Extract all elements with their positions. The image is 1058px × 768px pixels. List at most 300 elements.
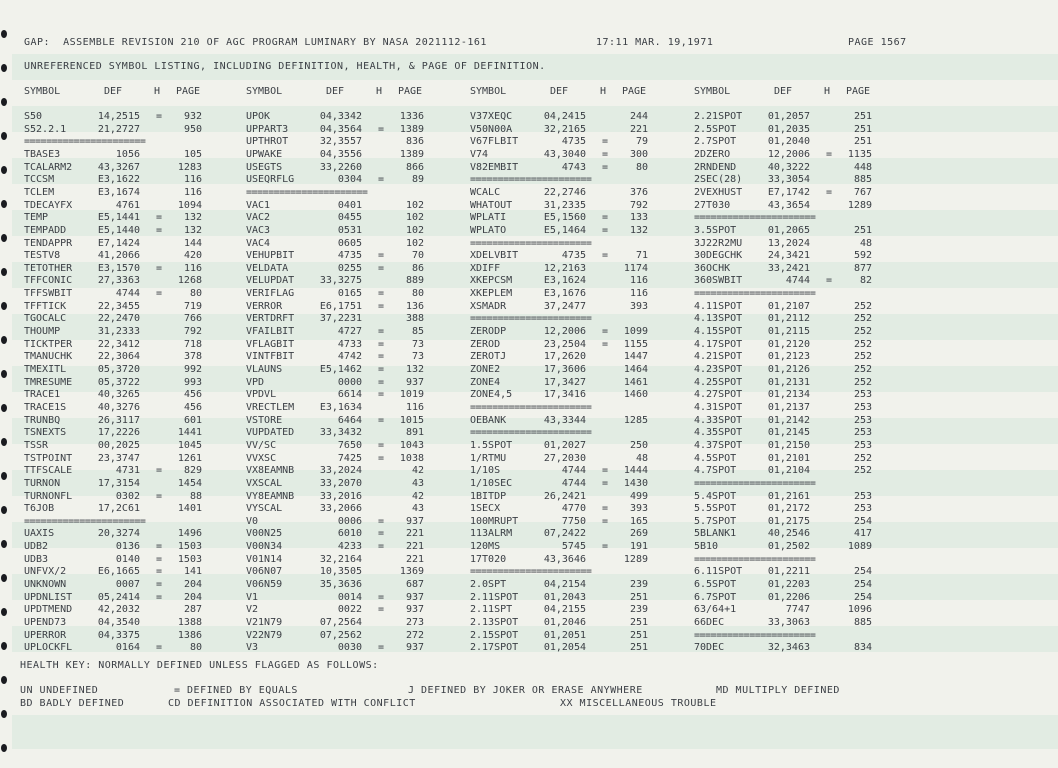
symbol-definition: 01,2035 xyxy=(767,123,810,135)
symbol-name: VXSCAL xyxy=(246,477,283,489)
symbol-name: UPPART3 xyxy=(246,123,289,135)
symbol-name: VFAILBIT xyxy=(246,326,295,338)
feed-hole xyxy=(1,64,7,72)
symbol-name: VERIFLAG xyxy=(246,288,295,300)
symbol-health: = xyxy=(156,224,163,236)
symbol-page: 792 xyxy=(629,199,648,211)
symbol-definition: 7750 xyxy=(561,515,586,527)
symbol-name: VAC3 xyxy=(246,224,271,236)
symbol-name: TEMPADD xyxy=(24,224,67,236)
symbol-page: 1441 xyxy=(177,427,202,439)
symbol-definition: 01,2065 xyxy=(767,224,810,236)
symbol-name: VFLAGBIT xyxy=(246,338,295,350)
symbol-page: 251 xyxy=(629,642,648,654)
symbol-name: VUPDATED xyxy=(246,427,295,439)
symbol-definition: 41,2066 xyxy=(97,250,140,262)
symbol-health: = xyxy=(602,326,609,338)
symbol-page: 251 xyxy=(629,591,648,603)
column-header-def: DEF xyxy=(550,86,569,97)
symbol-definition: 1056 xyxy=(115,148,140,160)
symbol-page: 1155 xyxy=(623,338,648,350)
symbol-name: 1.5SPOT xyxy=(470,439,513,451)
symbol-definition: 0255 xyxy=(337,262,362,274)
feed-hole xyxy=(1,370,7,378)
symbol-page: 388 xyxy=(405,313,424,325)
symbol-name: VELUPDAT xyxy=(246,275,295,287)
symbol-page: 48 xyxy=(859,237,872,249)
column-header-symbol: SYMBOL xyxy=(694,86,731,97)
feed-hole xyxy=(1,710,7,718)
symbol-page: 221 xyxy=(629,123,648,135)
symbol-page: 1460 xyxy=(623,389,648,401)
symbol-name: TSNEXTS xyxy=(24,427,67,439)
symbol-definition: 32,3463 xyxy=(767,642,810,654)
symbol-page: 116 xyxy=(629,288,648,300)
symbol-definition: 35,3636 xyxy=(319,579,362,591)
column-header-h: H xyxy=(154,86,161,97)
symbol-definition: 0302 xyxy=(115,490,140,502)
symbol-name: 2.15SPOT xyxy=(470,629,519,641)
column-header-h: H xyxy=(824,86,831,97)
symbol-name: UPEND73 xyxy=(24,617,67,628)
symbol-page: 300 xyxy=(629,148,648,160)
symbol-page: 251 xyxy=(629,617,648,628)
symbol-definition: 00,2025 xyxy=(97,439,140,451)
symbol-definition: 01,2145 xyxy=(767,427,810,439)
symbol-definition: 0531 xyxy=(337,224,362,236)
symbol-definition: 01,2051 xyxy=(543,629,586,641)
symbol-page: 269 xyxy=(629,528,648,540)
symbol-definition: 33,3275 xyxy=(319,275,362,287)
symbol-definition: 17,3606 xyxy=(543,364,586,375)
symbol-definition: 31,2333 xyxy=(97,326,140,338)
symbol-name: TMRESUME xyxy=(24,376,73,388)
symbol-definition: 0000 xyxy=(337,376,362,388)
symbol-name: UPTHROT xyxy=(246,136,289,148)
symbol-definition: 4761 xyxy=(115,199,140,211)
symbol-definition: 04,3540 xyxy=(97,617,140,628)
column-header-page: PAGE xyxy=(846,86,871,97)
symbol-definition: 4727 xyxy=(337,326,362,338)
symbol-name: TSTPOINT xyxy=(24,452,73,464)
symbol-page: 417 xyxy=(853,528,872,540)
symbol-name: UPLOCKFL xyxy=(24,642,73,654)
symbol-name: 1SECX xyxy=(470,503,501,515)
symbol-health: = xyxy=(602,515,609,527)
symbol-definition: 22,3064 xyxy=(97,351,140,363)
symbol-name: 4.31SPOT xyxy=(694,401,743,413)
health-key-title: HEALTH KEY: NORMALLY DEFINED UNLESS FLAGGED AS FOLLOWS: xyxy=(20,660,379,671)
symbol-page: 885 xyxy=(853,617,872,628)
symbol-page: 204 xyxy=(183,579,202,591)
symbol-page: 272 xyxy=(405,629,424,641)
symbol-page: 43 xyxy=(411,477,424,489)
column-header-symbol: SYMBOL xyxy=(246,86,283,97)
symbol-page: 42 xyxy=(411,490,424,502)
symbol-page: 79 xyxy=(635,136,648,148)
symbol-page: 250 xyxy=(629,439,648,451)
symbol-name: V67FLBIT xyxy=(470,136,519,148)
symbol-name: 5.5SPOT xyxy=(694,503,737,515)
symbol-name: V00N25 xyxy=(246,528,283,540)
symbol-definition: E6,1751 xyxy=(319,300,362,312)
symbol-definition: 01,2206 xyxy=(767,591,810,603)
symbol-name: WHATOUT xyxy=(470,199,513,211)
symbol-page: 420 xyxy=(183,250,202,262)
health-key-xx: XX MISCELLANEOUS TROUBLE xyxy=(560,698,717,709)
symbol-name: 2DZERO xyxy=(694,148,731,160)
symbol-page: 43 xyxy=(411,503,424,515)
column-header-def: DEF xyxy=(104,86,123,97)
symbol-definition: 32,2165 xyxy=(543,123,586,135)
symbol-name: 1/RTMU xyxy=(470,452,507,464)
symbol-name: XKEPCSM xyxy=(470,275,513,287)
symbol-definition: 37,2231 xyxy=(319,313,362,325)
symbol-name: XSMADR xyxy=(470,300,507,312)
symbol-page: 80 xyxy=(411,288,424,300)
symbol-name: TCALARM2 xyxy=(24,161,73,173)
symbol-page: 992 xyxy=(183,364,202,375)
symbol-health: = xyxy=(378,123,385,135)
health-key-bd: BD BADLY DEFINED xyxy=(20,698,125,709)
symbol-definition: 04,3342 xyxy=(319,111,362,122)
symbol-page: 1038 xyxy=(399,452,424,464)
greenbar-band xyxy=(12,715,1058,749)
symbol-name: V06N07 xyxy=(246,566,283,578)
symbol-name: TFFTICK xyxy=(24,300,67,312)
symbol-page: 132 xyxy=(405,364,424,375)
symbol-name: 4.5SPOT xyxy=(694,452,737,464)
symbol-definition: 12,2006 xyxy=(543,326,586,338)
symbol-page: 1386 xyxy=(177,629,202,641)
symbol-definition: 13,2024 xyxy=(767,237,810,249)
symbol-page: 116 xyxy=(405,401,424,413)
symbol-definition: 32,2164 xyxy=(319,553,362,565)
symbol-page: 144 xyxy=(183,237,202,249)
symbol-name: 4.27SPOT xyxy=(694,389,743,401)
symbol-page: 937 xyxy=(405,376,424,388)
column-header-h: H xyxy=(600,86,607,97)
symbol-page: 1430 xyxy=(623,477,648,489)
symbol-health: = xyxy=(378,541,385,553)
symbol-name: UDB3 xyxy=(24,553,49,565)
symbol-page: 719 xyxy=(183,300,202,312)
symbol-page: 132 xyxy=(629,224,648,236)
symbol-name: 100MRUPT xyxy=(470,515,519,527)
symbol-name: 30DEGCHK xyxy=(694,250,743,262)
symbol-health: = xyxy=(602,541,609,553)
symbol-health: = xyxy=(378,300,385,312)
symbol-page: 252 xyxy=(853,351,872,363)
symbol-page: 116 xyxy=(629,275,648,287)
symbol-name: 2RNDEND xyxy=(694,161,737,173)
group-separator: ====================== xyxy=(470,313,592,325)
symbol-page: 252 xyxy=(853,326,872,338)
symbol-page: 132 xyxy=(183,224,202,236)
symbol-name: 2.11SPT xyxy=(470,604,513,616)
symbol-name: V01N14 xyxy=(246,553,283,565)
symbol-health: = xyxy=(378,364,385,375)
symbol-health: = xyxy=(378,262,385,274)
symbol-definition: 33,3054 xyxy=(767,174,810,186)
symbol-definition: 40,3276 xyxy=(97,401,140,413)
symbol-name: 5BLANK1 xyxy=(694,528,737,540)
symbol-name: 3.5SPOT xyxy=(694,224,737,236)
symbol-definition: 04,2415 xyxy=(543,111,586,122)
symbol-page: 499 xyxy=(629,490,648,502)
symbol-definition: 01,2101 xyxy=(767,452,810,464)
symbol-name: VAC2 xyxy=(246,212,271,224)
column-header-page: PAGE xyxy=(398,86,423,97)
symbol-health: = xyxy=(378,174,385,186)
symbol-definition: E7,1742 xyxy=(767,186,810,198)
symbol-definition: 17,3416 xyxy=(543,389,586,401)
symbol-page: 836 xyxy=(405,136,424,148)
symbol-definition: 37,2477 xyxy=(543,300,586,312)
health-key-joker: J DEFINED BY JOKER OR ERASE ANYWHERE xyxy=(408,685,643,696)
symbol-page: 1289 xyxy=(623,553,648,565)
symbol-page: 102 xyxy=(405,212,424,224)
symbol-definition: E5,1441 xyxy=(97,212,140,224)
symbol-definition: 0164 xyxy=(115,642,140,654)
symbol-page: 393 xyxy=(629,300,648,312)
symbol-name: UPDTMEND xyxy=(24,604,73,616)
symbol-name: 2SEC(28) xyxy=(694,174,743,186)
header-title: GAP: ASSEMBLE REVISION 210 OF AGC PROGRAM LUMINARY BY NASA 2021112-161 xyxy=(24,37,487,48)
symbol-page: 1094 xyxy=(177,199,202,211)
symbol-definition: 04,3564 xyxy=(319,123,362,135)
symbol-definition: 23,2504 xyxy=(543,338,586,350)
symbol-health: = xyxy=(602,503,609,515)
symbol-name: VAC1 xyxy=(246,199,271,211)
symbol-health: = xyxy=(602,250,609,262)
symbol-page: 937 xyxy=(405,604,424,616)
symbol-definition: 12,2006 xyxy=(767,148,810,160)
symbol-name: TRACE1 xyxy=(24,389,61,401)
symbol-page: 252 xyxy=(853,452,872,464)
feed-hole xyxy=(1,676,7,684)
symbol-name: ZONE2 xyxy=(470,364,501,375)
symbol-name: WCALC xyxy=(470,186,501,198)
symbol-health: = xyxy=(378,288,385,300)
symbol-definition: 42,2032 xyxy=(97,604,140,616)
symbol-definition: 01,2502 xyxy=(767,541,810,553)
symbol-page: 889 xyxy=(405,275,424,287)
symbol-name: V22N79 xyxy=(246,629,283,641)
symbol-page: 253 xyxy=(853,401,872,413)
symbol-page: 1289 xyxy=(847,199,872,211)
symbol-definition: 22,3412 xyxy=(97,338,140,350)
symbol-name: USEGTS xyxy=(246,161,283,173)
symbol-definition: 0605 xyxy=(337,237,362,249)
symbol-name: TMANUCHK xyxy=(24,351,73,363)
symbol-definition: 01,2040 xyxy=(767,136,810,148)
health-key-cd: CD DEFINITION ASSOCIATED WITH CONFLICT xyxy=(168,698,416,709)
symbol-name: TFFSWBIT xyxy=(24,288,73,300)
symbol-definition: 0007 xyxy=(115,579,140,591)
symbol-page: 48 xyxy=(635,452,648,464)
symbol-page: 116 xyxy=(183,186,202,198)
symbol-name: TRACE1S xyxy=(24,401,67,413)
symbol-page: 1444 xyxy=(623,465,648,477)
symbol-page: 1447 xyxy=(623,351,648,363)
symbol-name: UDB2 xyxy=(24,541,49,553)
symbol-name: XKEPLEM xyxy=(470,288,513,300)
symbol-definition: 26,2421 xyxy=(543,490,586,502)
symbol-name: 2.21SPOT xyxy=(694,111,743,122)
symbol-name: TENDAPPR xyxy=(24,237,73,249)
symbol-definition: 01,2046 xyxy=(543,617,586,628)
symbol-page: 1174 xyxy=(623,262,648,274)
symbol-definition: 4770 xyxy=(561,503,586,515)
symbol-name: VRECTLEM xyxy=(246,401,295,413)
symbol-name: 5.7SPOT xyxy=(694,515,737,527)
symbol-definition: 4735 xyxy=(561,136,586,148)
header-time: 17:11 MAR. 19,1971 xyxy=(596,37,714,48)
group-separator: ====================== xyxy=(470,237,592,249)
group-separator: ====================== xyxy=(470,427,592,439)
symbol-definition: 4733 xyxy=(337,338,362,350)
symbol-health: = xyxy=(602,161,609,173)
symbol-name: XDELVBIT xyxy=(470,250,519,262)
symbol-definition: 07,2564 xyxy=(319,617,362,628)
symbol-page: 132 xyxy=(183,212,202,224)
symbol-page: 239 xyxy=(629,579,648,591)
feed-hole xyxy=(1,574,7,582)
symbol-page: 1019 xyxy=(399,389,424,401)
symbol-name: VPDVL xyxy=(246,389,277,401)
symbol-page: 102 xyxy=(405,199,424,211)
symbol-definition: 33,3432 xyxy=(319,427,362,439)
group-separator: ====================== xyxy=(470,174,592,186)
symbol-definition: 0304 xyxy=(337,174,362,186)
symbol-name: WPLATO xyxy=(470,224,507,236)
symbol-page: 89 xyxy=(411,174,424,186)
column-header-def: DEF xyxy=(326,86,345,97)
symbol-name: UPDNLIST xyxy=(24,591,73,603)
symbol-page: 253 xyxy=(853,427,872,439)
symbol-health: = xyxy=(156,465,163,477)
symbol-health: = xyxy=(378,642,385,654)
symbol-page: 141 xyxy=(183,566,202,578)
symbol-name: 2.0SPT xyxy=(470,579,507,591)
column-header-symbol: SYMBOL xyxy=(470,86,507,97)
symbol-health: = xyxy=(156,642,163,654)
symbol-name: 4.35SPOT xyxy=(694,427,743,439)
symbol-page: 767 xyxy=(853,186,872,198)
symbol-definition: 6010 xyxy=(337,528,362,540)
group-separator: ====================== xyxy=(24,515,146,527)
symbol-health: = xyxy=(826,275,833,287)
column-header-page: PAGE xyxy=(176,86,201,97)
symbol-page: 102 xyxy=(405,224,424,236)
symbol-definition: 7425 xyxy=(337,452,362,464)
symbol-page: 251 xyxy=(853,224,872,236)
symbol-definition: 01,2134 xyxy=(767,389,810,401)
symbol-name: 2.17SPOT xyxy=(470,642,519,654)
symbol-health: = xyxy=(602,148,609,160)
symbol-definition: 6464 xyxy=(337,414,362,426)
symbol-definition: 04,3556 xyxy=(319,148,362,160)
symbol-health: = xyxy=(378,604,385,616)
symbol-definition: 33,2260 xyxy=(319,161,362,173)
symbol-health: = xyxy=(378,414,385,426)
symbol-definition: 4744 xyxy=(561,477,586,489)
symbol-page: 244 xyxy=(629,111,648,122)
feed-hole xyxy=(1,30,7,38)
symbol-definition: 10,3505 xyxy=(319,566,362,578)
feed-hole xyxy=(1,642,7,650)
symbol-page: 73 xyxy=(411,351,424,363)
health-key-equals: = DEFINED BY EQUALS xyxy=(174,685,298,696)
symbol-definition: 5745 xyxy=(561,541,586,553)
symbol-definition: 22,3455 xyxy=(97,300,140,312)
symbol-name: 4.33SPOT xyxy=(694,414,743,426)
symbol-page: 116 xyxy=(183,174,202,186)
symbol-health: = xyxy=(602,224,609,236)
symbol-definition: 7747 xyxy=(785,604,810,616)
symbol-page: 253 xyxy=(853,439,872,451)
symbol-definition: 7650 xyxy=(337,439,362,451)
symbol-health: = xyxy=(378,389,385,401)
symbol-definition: 33,2421 xyxy=(767,262,810,274)
symbol-name: VEHUPBIT xyxy=(246,250,295,262)
symbol-definition: 0165 xyxy=(337,288,362,300)
symbol-page: 116 xyxy=(183,262,202,274)
symbol-name: V82EMBIT xyxy=(470,161,519,173)
symbol-page: 1503 xyxy=(177,553,202,565)
symbol-definition: 6614 xyxy=(337,389,362,401)
symbol-name: 27T030 xyxy=(694,199,731,211)
symbol-definition: 07,2422 xyxy=(543,528,586,540)
symbol-name: V50N00A xyxy=(470,123,513,135)
symbol-page: 82 xyxy=(859,275,872,287)
symbol-name: 6.5SPOT xyxy=(694,579,737,591)
symbol-name: ZONE4,5 xyxy=(470,389,513,401)
feed-hole xyxy=(1,506,7,514)
group-separator: ====================== xyxy=(694,553,816,565)
symbol-page: 253 xyxy=(853,389,872,401)
symbol-definition: 01,2203 xyxy=(767,579,810,591)
symbol-page: 378 xyxy=(183,351,202,363)
symbol-definition: 22,2470 xyxy=(97,313,140,325)
symbol-health: = xyxy=(378,439,385,451)
symbol-page: 885 xyxy=(853,174,872,186)
symbol-definition: 33,2024 xyxy=(319,465,362,477)
symbol-name: 4.37SPOT xyxy=(694,439,743,451)
group-separator: ====================== xyxy=(246,186,368,198)
symbol-definition: 0022 xyxy=(337,604,362,616)
symbol-definition: 01,2161 xyxy=(767,490,810,502)
symbol-health: = xyxy=(156,579,163,591)
symbol-page: 252 xyxy=(853,313,872,325)
symbol-definition: 01,2112 xyxy=(767,313,810,325)
symbol-page: 253 xyxy=(853,503,872,515)
symbol-definition: 0030 xyxy=(337,642,362,654)
symbol-page: 251 xyxy=(629,629,648,641)
column-header-def: DEF xyxy=(774,86,793,97)
symbol-page: 877 xyxy=(853,262,872,274)
symbol-definition: 05,3722 xyxy=(97,376,140,388)
symbol-health: = xyxy=(602,465,609,477)
symbol-name: ZEROD xyxy=(470,338,501,350)
symbol-definition: 4744 xyxy=(561,465,586,477)
symbol-definition: 24,3421 xyxy=(767,250,810,262)
symbol-name: 3J22R2MU xyxy=(694,237,743,249)
symbol-page: 252 xyxy=(853,364,872,375)
symbol-name: TETOTHER xyxy=(24,262,73,274)
symbol-name: V1 xyxy=(246,591,259,603)
